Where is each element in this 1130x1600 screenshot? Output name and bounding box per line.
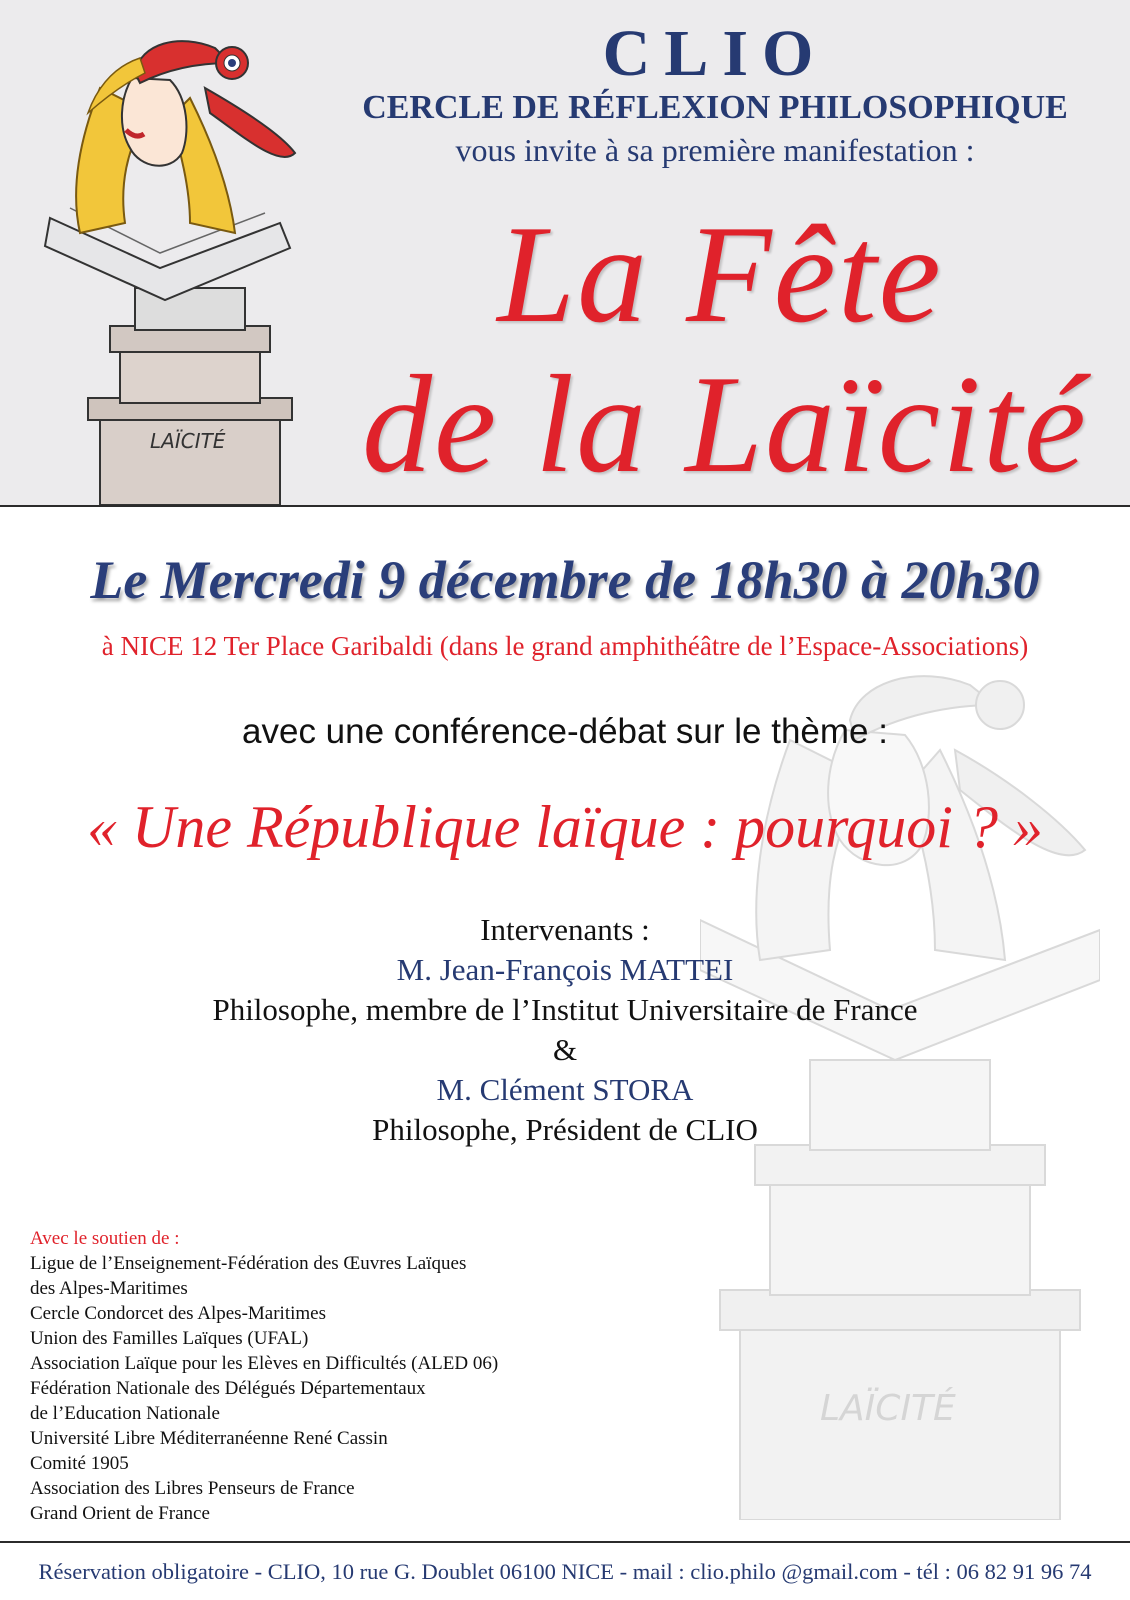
header-band (0, 0, 1130, 507)
speakers-heading: Intervenants : (480, 912, 650, 947)
speaker-2-role: Philosophe, Président de CLIO (372, 1112, 758, 1147)
sponsor-item: Grand Orient de France (30, 1503, 210, 1524)
sponsor-item: Fédération Nationale des Délégués Départementaux (30, 1378, 426, 1399)
pedestal-label: LAÏCITÉ (150, 429, 226, 453)
speaker-2-name: M. Clément STORA (436, 1072, 694, 1107)
org-name: CLIO (602, 17, 828, 90)
speaker-1-name: M. Jean-François MATTEI (396, 952, 734, 987)
sponsor-item: Université Libre Méditerranéenne René Cassin (30, 1428, 388, 1449)
speaker-1-role: Philosophe, membre de l’Institut Universitaire de France (212, 992, 918, 1027)
event-title-line-2: de la Laïcité (362, 347, 1088, 502)
sponsor-item: Association Laïque pour les Elèves en Difficultés (ALED 06) (30, 1353, 499, 1374)
reservation-info: Réservation obligatoire - CLIO, 10 rue G. Doublet 06100 NICE - mail : clio.philo @gmail.com - tél : 06 82 91 96 74 (38, 1559, 1092, 1584)
sponsors-heading: Avec le soutien de : (30, 1228, 180, 1249)
sponsor-item: Union des Familles Laïques (UFAL) (30, 1328, 309, 1349)
watermark-pedestal-label: LAÏCITÉ (820, 1388, 956, 1429)
speaker-separator: & (552, 1032, 578, 1067)
event-date: Le Mercredi 9 décembre de 18h30 à 20h30 (90, 550, 1040, 610)
sponsor-item: de l’Education Nationale (30, 1403, 220, 1424)
conference-theme: « Une République laïque : pourquoi ? » (87, 794, 1043, 860)
marianne-bust-illustration (40, 18, 300, 505)
sponsors-list (30, 1226, 670, 1526)
conference-lead: avec une conférence-débat sur le thème : (242, 712, 888, 751)
sponsor-item: Association des Libres Penseurs de France (30, 1478, 355, 1499)
sponsor-item: des Alpes-Maritimes (30, 1278, 188, 1299)
sponsor-item: Ligue de l’Enseignement-Fédération des Œuvres Laïques (30, 1253, 467, 1274)
sponsor-item: Comité 1905 (30, 1453, 129, 1474)
footer-band (0, 1541, 1130, 1600)
event-location: à NICE 12 Ter Place Garibaldi (dans le grand amphithéâtre de l’Espace-Associations) (101, 631, 1029, 661)
sponsor-item: Cercle Condorcet des Alpes-Maritimes (30, 1303, 327, 1324)
invite-text: vous invite à sa première manifestation : (455, 132, 975, 168)
event-title-line-1: La Fête (497, 197, 943, 352)
org-subtitle: CERCLE DE RÉFLEXION PHILOSOPHIQUE (362, 89, 1068, 126)
